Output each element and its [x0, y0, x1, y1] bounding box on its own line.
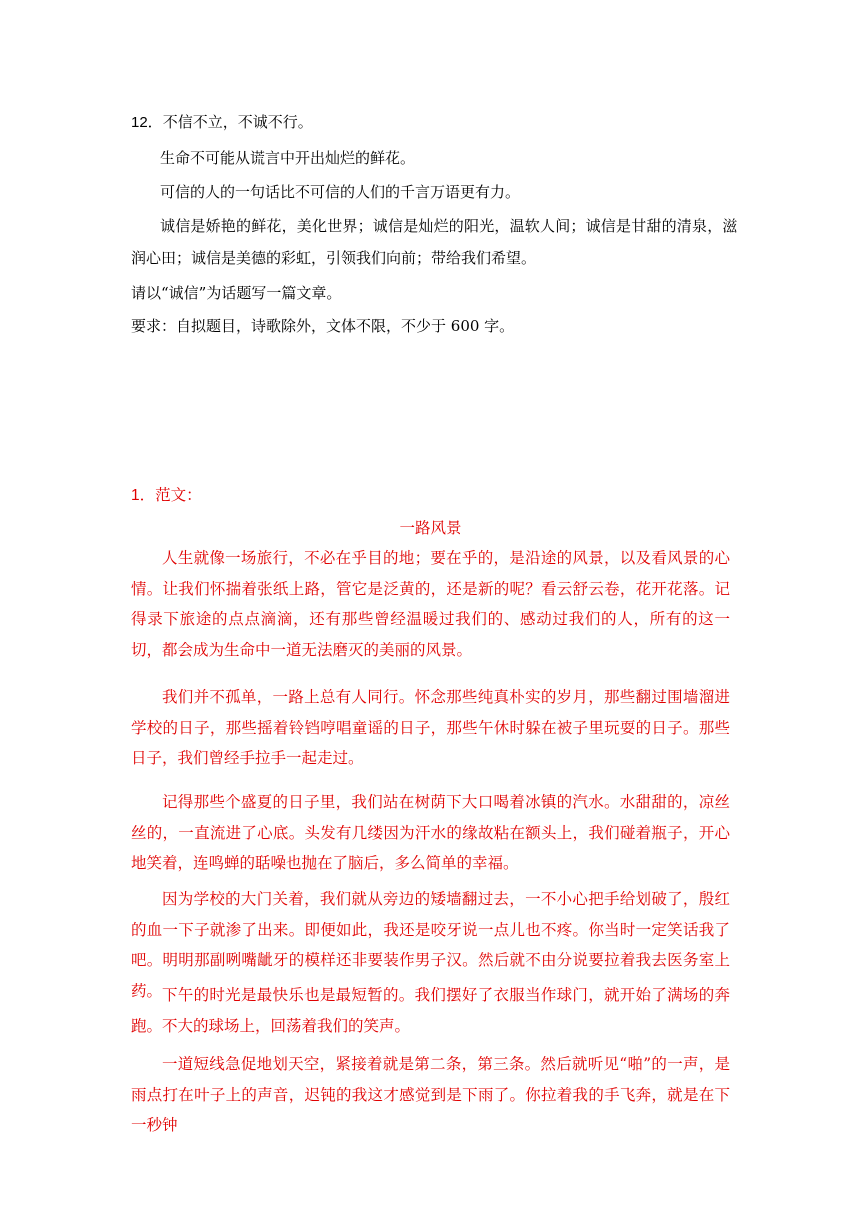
- question-title: 不信不立，不诚不行。: [162, 113, 313, 131]
- quote-line-1: 生命不可能从谎言中开出灿烂的鲜花。: [160, 149, 416, 167]
- essay-paragraph: 一道短线急促地划天空，紧接着就是第二条，第三条。然后就听见“啪”的一声，是雨点打在叶子上的声音，迟钝的我这才感觉到是下雨了。你拉着我的手飞奔，就是在下一秒钟: [131, 1055, 730, 1135]
- writing-instruction: 请以“诚信”为话题写一篇文章。: [131, 284, 342, 302]
- question-paragraph-line-1: 诚信是娇艳的鲜花，美化世界；诚信是灿烂的阳光，温软人间；诚信是甘甜的清泉，滋: [160, 217, 738, 235]
- quote-line-2: 可信的人的一句话比不可信的人们的千言万语更有力。: [160, 183, 521, 201]
- question-number: 12．: [131, 114, 163, 131]
- essay-title: 一路风景: [399, 519, 462, 537]
- essay-paragraph: 我们并不孤单，一路上总有人同行。怀念那些纯真朴实的岁月，那些翻过围墙溜进学校的日子，那些摇着铃铛哼唱童谣的日子，那些午休时躲在被子里玩耍的日子。那些日子，我们曾经手拉手一起走过。: [131, 688, 730, 768]
- essay-paragraph: 下午的时光是最快乐也是最短暂的。我们摆好了衣服当作球门，就开始了满场的奔跑。不大的球场上，回荡着我们的笑声。: [131, 986, 730, 1035]
- question-paragraph-line-2: 润心田；诚信是美德的彩虹，引领我们向前；带给我们希望。: [131, 249, 537, 267]
- essay-paragraph: 人生就像一场旅行，不必在乎目的地；要在乎的，是沿途的风景，以及看风景的心情。让我们怀揣着张纸上路，管它是泛黄的，还是新的呢？看云舒云卷，花开花落。记得录下旅途的点点滴滴，还有那些曾经温暖过我们的、感动过我们的人，所有的这一切，都会成为生命中一道无法磨灭的美丽的风景。: [131, 549, 730, 660]
- answer-label: 范文：: [155, 486, 202, 504]
- writing-requirement: 要求：自拟题目，诗歌除外，文体不限，不少于 600 字。: [131, 317, 515, 335]
- question-title-line: [131, 112, 731, 133]
- answer-number: 1．: [131, 487, 156, 504]
- essay-paragraph: 因为学校的大门关着，我们就从旁边的矮墙翻过去，一不小心把手给划破了，殷红的血一下子就渗了出来。即便如此，我还是咬牙说一点儿也不疼。你当时一定笑话我了吧。明明那副咧嘴龇牙的模样还非要装作男子汉。然后就不由分说要拉着我去医务室上药。: [131, 890, 730, 1001]
- answer-heading: [131, 485, 202, 506]
- essay-paragraph: 记得那些个盛夏的日子里，我们站在树荫下大口喝着冰镇的汽水。水甜甜的，凉丝丝的，一直流进了心底。头发有几缕因为汗水的缘故粘在额头上，我们碰着瓶子，开心地笑着，连鸣蝉的聒噪也抛在了脑后，多么简单的幸福。: [131, 793, 730, 873]
